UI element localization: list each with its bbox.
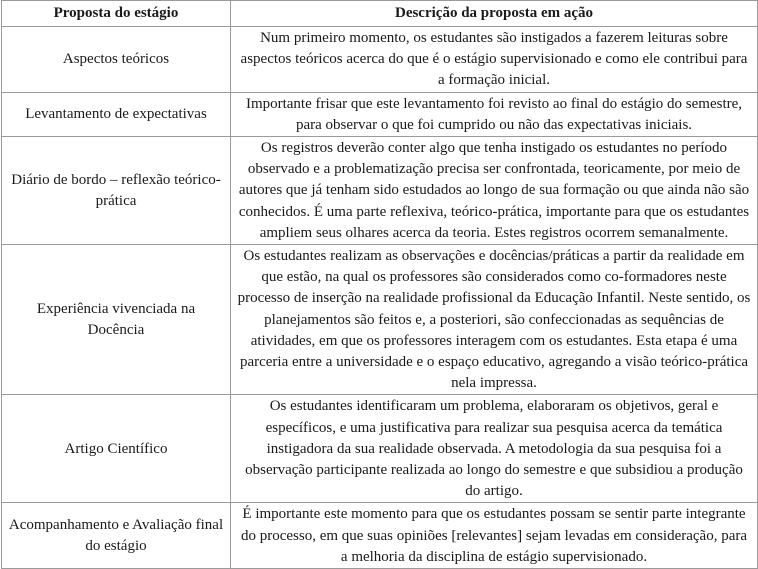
table-row [2, 395, 758, 503]
proposal-cell: Acompanhamento e Avaliação final do estágio [2, 503, 231, 569]
internship-proposal-table [1, 0, 758, 569]
table-row [2, 27, 758, 93]
table-header-row [2, 1, 758, 27]
table-row [2, 92, 758, 136]
proposal-cell: Levantamento de expectativas [2, 92, 231, 136]
proposal-cell: Aspectos teóricos [2, 27, 231, 93]
description-cell: Os estudantes identificaram um problema, elaboraram os objetivos, geral e específicos, e uma justificativa para realizar sua pesquisa acerca da temática instigadora da sua realidade observada. A metodologia da sua pesquisa foi a observação participante realizada ao longo do semestre e que subsidiou a produção do artigo. [231, 395, 758, 503]
proposal-cell: Diário de bordo – reflexão teórico-prática [2, 137, 231, 245]
header-proposal: Proposta do estágio [2, 1, 231, 27]
proposal-cell: Experiência vivenciada na Docência [2, 245, 231, 395]
table-row [2, 137, 758, 245]
description-cell: Num primeiro momento, os estudantes são instigados a fazerem leituras sobre aspectos teóricos acerca do que é o estágio supervisionado e como ele contribui para a formação inicial. [231, 27, 758, 93]
header-description: Descrição da proposta em ação [231, 1, 758, 27]
table-row [2, 245, 758, 395]
description-cell: Os registros deverão conter algo que tenha instigado os estudantes no período observado e a problematização precisa ser confrontada, teoricamente, por meio de autores que já tenham sido estudados ao longo de sua formação ou que ainda não são conhecidos. É uma parte reflexiva, teórico-prática, importante para que os estudantes ampliem seus olhares acerca da teoria. Estes registros ocorrem semanalmente. [231, 137, 758, 245]
proposal-cell: Artigo Científico [2, 395, 231, 503]
description-cell: Importante frisar que este levantamento foi revisto ao final do estágio do semestre, para observar o que foi cumprido ou não das expectativas iniciais. [231, 92, 758, 136]
description-cell: É importante este momento para que os estudantes possam se sentir parte integrante do processo, em que suas opiniões [relevantes] sejam levadas em consideração, para a melhoria da disciplina de estágio supervisionado. [231, 503, 758, 569]
table-row [2, 503, 758, 569]
description-cell: Os estudantes realizam as observações e docências/práticas a partir da realidade em que estão, na qual os professores são considerados como co-formadores neste processo de inserção na realidade profissional da Educação Infantil. Neste sentido, os planejamentos são feitos e, a posteriori, são confeccionadas as sequências de atividades, em que os professores interagem com os estudantes. Esta etapa é uma parceria entre a universidade e o espaço educativo, agregando a visão teórico-prática nela impressa. [231, 245, 758, 395]
